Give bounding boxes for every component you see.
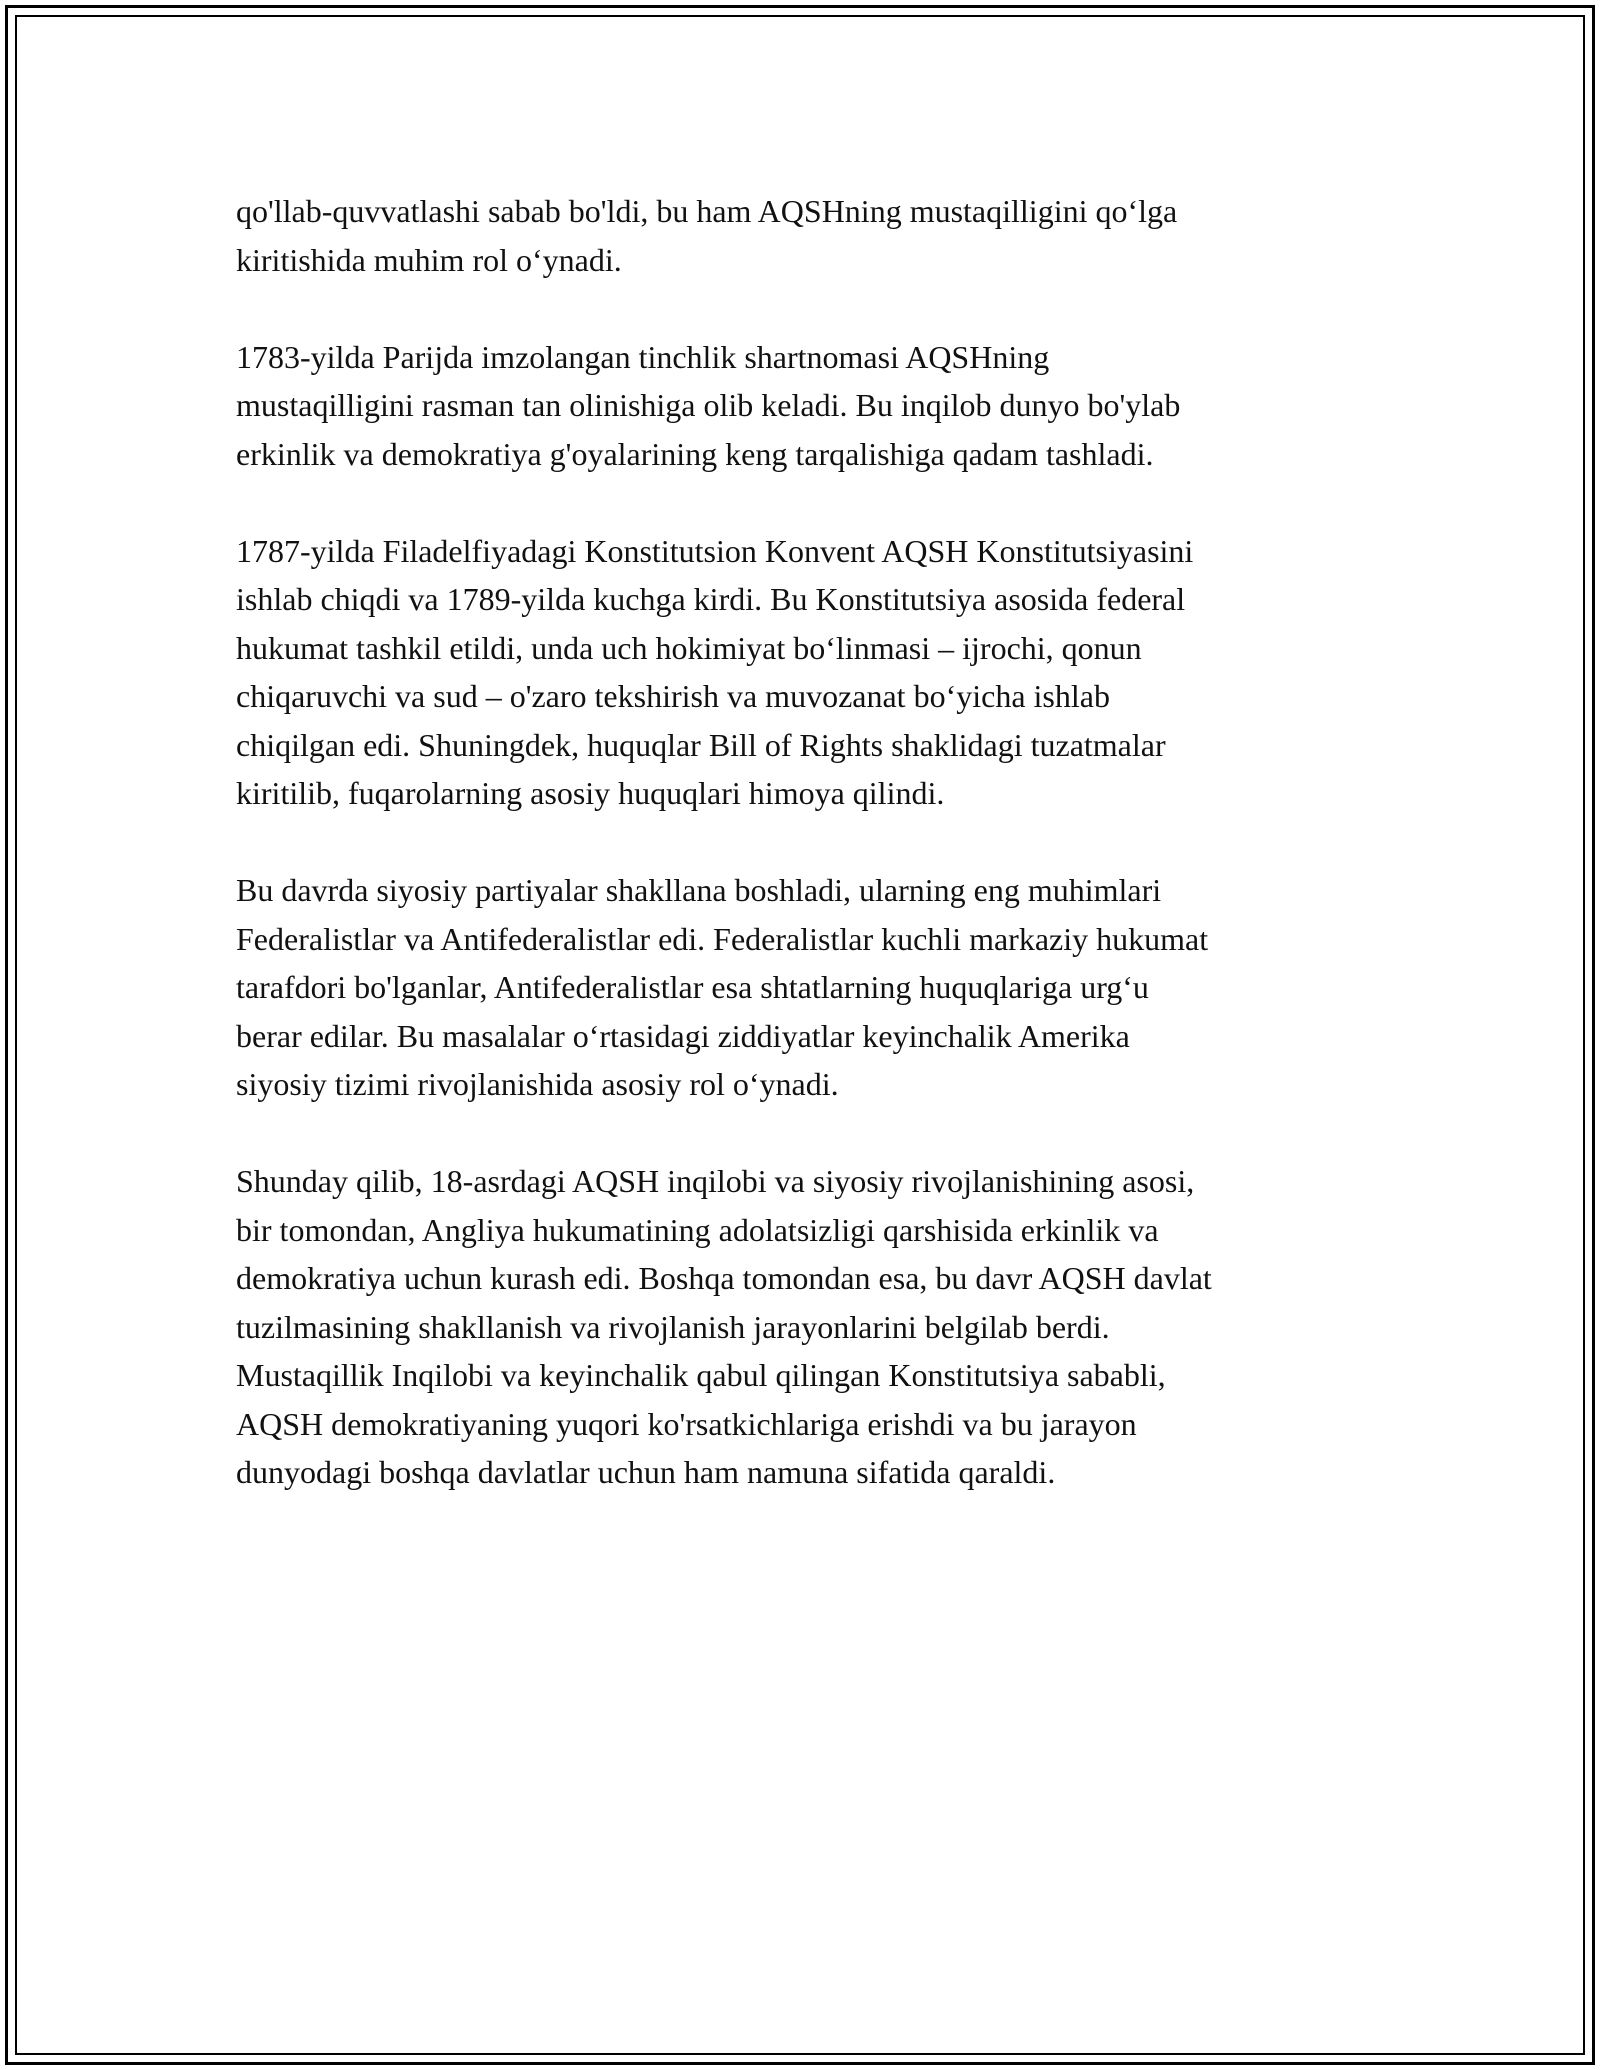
paragraph-line: berar edilar. Bu masalalar o‘rtasidagi ziddiyatlar keyinchalik Amerika (236, 1017, 1130, 1054)
paragraph-line: bir tomondan, Angliya hukumatining adolatsizligi qarshisida erkinlik va (236, 1211, 1159, 1248)
paragraph-line: hukumat tashkil etildi, unda uch hokimiyat bo‘linmasi – ijrochi, qonun (236, 629, 1142, 666)
paragraph-line: dunyodagi boshqa davlatlar uchun ham namuna sifatida qaraldi. (236, 1454, 1056, 1490)
paragraph-line: chiqilgan edi. Shuningdek, huquqlar Bill of Rights shaklidagi tuzatmalar (236, 726, 1166, 763)
paragraph-1 (236, 187, 1366, 284)
paragraph-line: mustaqilligini rasman tan olinishiga olib keladi. Bu inqilob dunyo bo'ylab (236, 387, 1181, 423)
paragraph-4 (236, 866, 1366, 1109)
paragraph-line: kiritishida muhim rol o‘ynadi. (236, 241, 622, 278)
paragraph-line: Federalistlar va Antifederalistlar edi. Federalistlar kuchli markaziy hukumat (236, 920, 1209, 957)
paragraph-line: AQSH demokratiyaning yuqori ko'rsatkichlariga erishdi va bu jarayon (236, 1405, 1137, 1442)
paragraph-line: tuzilmasining shakllanish va rivojlanish jarayonlarini belgilab berdi. (236, 1308, 1110, 1345)
paragraph-line: Shunday qilib, 18-asrdagi AQSH inqilobi va siyosiy rivojlanishining asosi, (236, 1163, 1195, 1199)
paragraph-line: erkinlik va demokratiya g'oyalarining keng tarqalishiga qadam tashladi. (236, 435, 1154, 472)
paragraph-2 (236, 333, 1366, 479)
paragraph-line: siyosiy tizimi rivojlanishida asosiy rol o‘ynadi. (236, 1066, 839, 1102)
paragraph-line: chiqaruvchi va sud – o'zaro tekshirish va muvozanat bo‘yicha ishlab (236, 678, 1110, 714)
paragraph-3 (236, 527, 1366, 818)
paragraph-line: Bu davrda siyosiy partiyalar shakllana boshladi, ularning eng muhimlari (236, 872, 1162, 908)
paragraph-line: ishlab chiqdi va 1789-yilda kuchga kirdi. Bu Konstitutsiya asosida federal (236, 581, 1186, 617)
paragraph-line: demokratiya uchun kurash edi. Boshqa tomondan esa, bu davr AQSH davlat (236, 1260, 1212, 1296)
paragraph-line: 1783-yilda Parijda imzolangan tinchlik shartnomasi AQSHning (236, 338, 1050, 375)
paragraph-line: Mustaqillik Inqilobi va keyinchalik qabul qilingan Konstitutsiya sababli, (236, 1357, 1166, 1393)
paragraph-5 (236, 1157, 1366, 1497)
paragraph-line: tarafdori bo'lganlar, Antifederalistlar esa shtatlarning huquqlariga urg‘u (236, 969, 1149, 1005)
paragraph-line: qo'llab-quvvatlashi sabab bo'ldi, bu ham AQSHning mustaqilligini qo‘lga (236, 193, 1178, 229)
paragraph-line: kiritilib, fuqarolarning asosiy huquqlari himoya qilindi. (236, 775, 945, 811)
paragraph-line: 1787-yilda Filadelfiyadagi Konstitutsion Konvent AQSH Konstitutsiyasini (236, 532, 1194, 569)
document-body (236, 187, 1366, 1545)
